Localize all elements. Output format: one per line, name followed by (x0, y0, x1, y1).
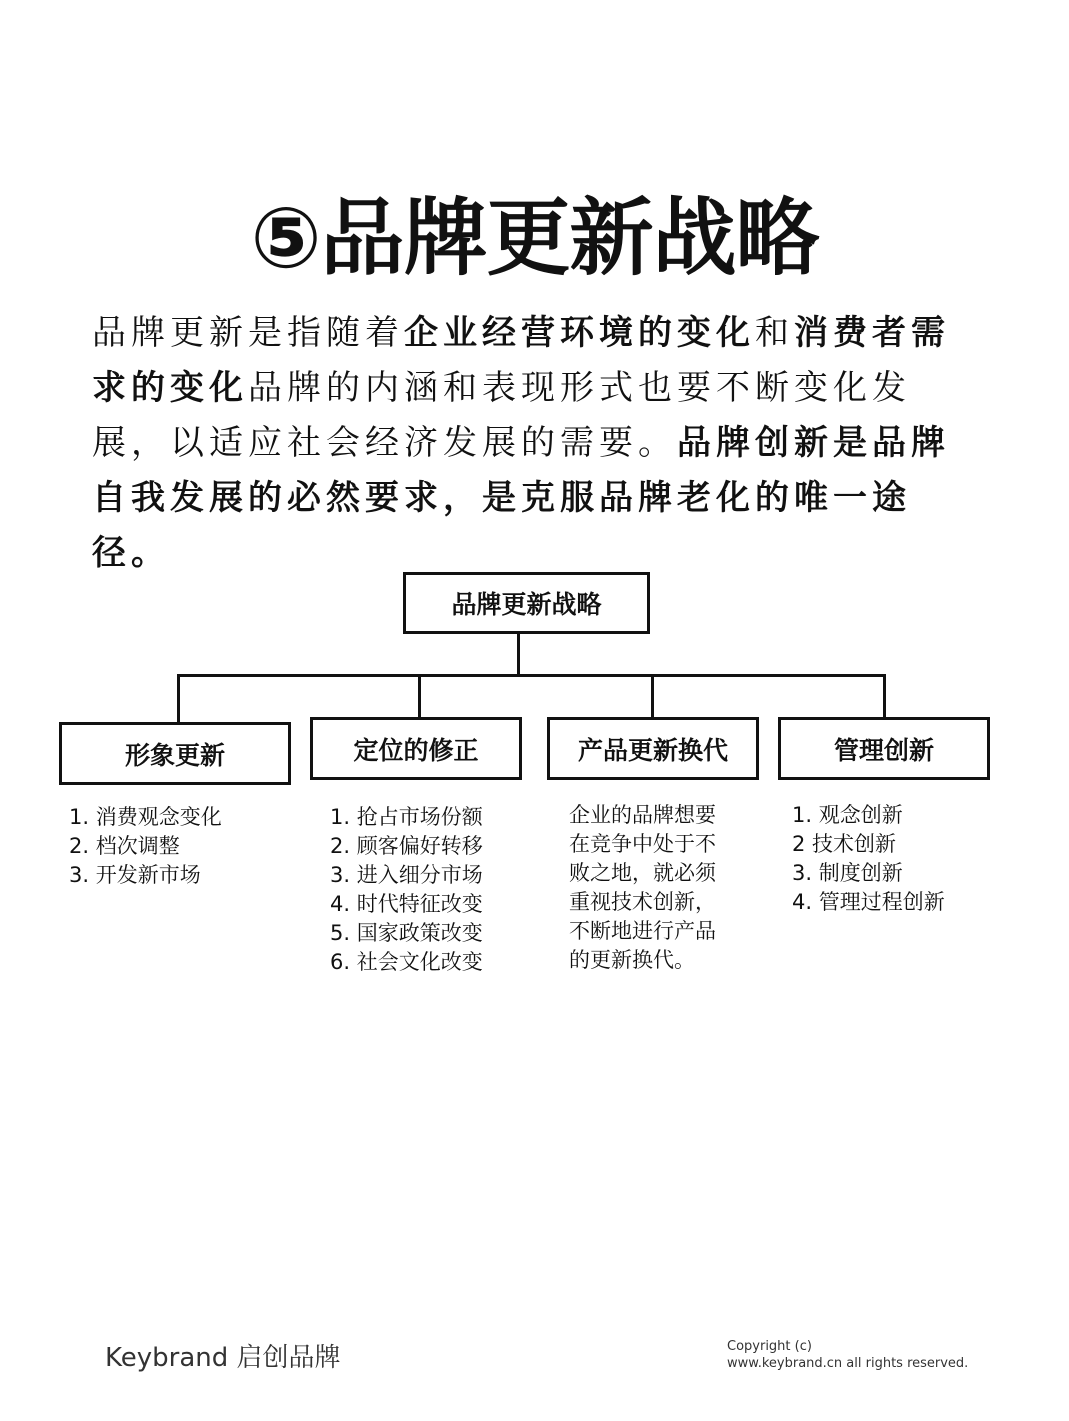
root-node-label: 品牌更新战略 (451, 590, 602, 619)
list-item: 2 技术创新 (792, 832, 897, 856)
branch-label: 定位的修正 (353, 735, 479, 765)
description-line: 不断地进行产品 (569, 919, 716, 943)
intro-text-3: 品牌的内涵和表现形式也要不断变化发展，以适应社会经济发展的需要。 (92, 368, 911, 463)
branch-label: 管理创新 (833, 735, 934, 765)
branch-1-list (69, 803, 222, 890)
page-title: ⑤品牌更新战略 (250, 189, 819, 287)
list-item: 2. 顾客偏好转移 (330, 834, 483, 858)
list-item: 3. 开发新市场 (69, 863, 201, 887)
list-item: 3. 制度创新 (792, 861, 903, 885)
footer-brand: Keybrand 启创品牌 (105, 1343, 341, 1373)
connector-root-stem (517, 634, 520, 676)
intro-paragraph (92, 306, 962, 581)
intro-bold-3: 品牌创新是品牌自我发展的必然要求，是克服品牌老化的唯一途径。 (92, 423, 950, 573)
list-item: 5. 国家政策改变 (330, 921, 483, 945)
branch-node-product-upgrade (547, 717, 759, 780)
list-item: 1. 消费观念变化 (69, 805, 222, 829)
copyright-line-1: Copyright (c) (727, 1339, 812, 1354)
description-line: 的更新换代。 (569, 948, 695, 972)
description-line: 重视技术创新， (569, 890, 716, 914)
branch-node-management (778, 717, 990, 780)
intro-text-1: 品牌更新是指随着 (92, 313, 404, 353)
branch-3-description (569, 801, 716, 975)
description-line: 败之地，就必须 (569, 861, 716, 885)
branch-label: 形象更新 (124, 740, 225, 770)
connector-branch-1 (177, 674, 180, 724)
description-line: 企业的品牌想要 (569, 803, 716, 827)
connector-branch-3 (651, 674, 654, 719)
list-item: 6. 社会文化改变 (330, 950, 483, 974)
list-item: 1. 抢占市场份额 (330, 805, 483, 829)
connector-horizontal (177, 674, 886, 677)
footer-copyright (727, 1338, 968, 1372)
intro-text-2: 和 (755, 313, 794, 353)
intro-bold-2: 消费者需求的变化 (92, 313, 950, 408)
list-item: 3. 进入细分市场 (330, 863, 483, 887)
branch-2-list (330, 803, 483, 977)
root-node (403, 572, 650, 634)
connector-branch-4 (883, 674, 886, 719)
list-item: 4. 管理过程创新 (792, 890, 945, 914)
connector-branch-2 (418, 674, 421, 719)
list-item: 2. 档次调整 (69, 834, 180, 858)
list-item: 4. 时代特征改变 (330, 892, 483, 916)
branch-node-image-renewal (59, 722, 291, 785)
branch-node-positioning (310, 717, 522, 780)
description-line: 在竞争中处于不 (569, 832, 716, 856)
list-item: 1. 观念创新 (792, 803, 903, 827)
branch-4-list (792, 801, 945, 917)
intro-bold-1: 企业经营环境的变化 (404, 313, 755, 353)
copyright-line-2: www.keybrand.cn all rights reserved. (727, 1356, 969, 1371)
branch-label: 产品更新换代 (577, 735, 728, 765)
